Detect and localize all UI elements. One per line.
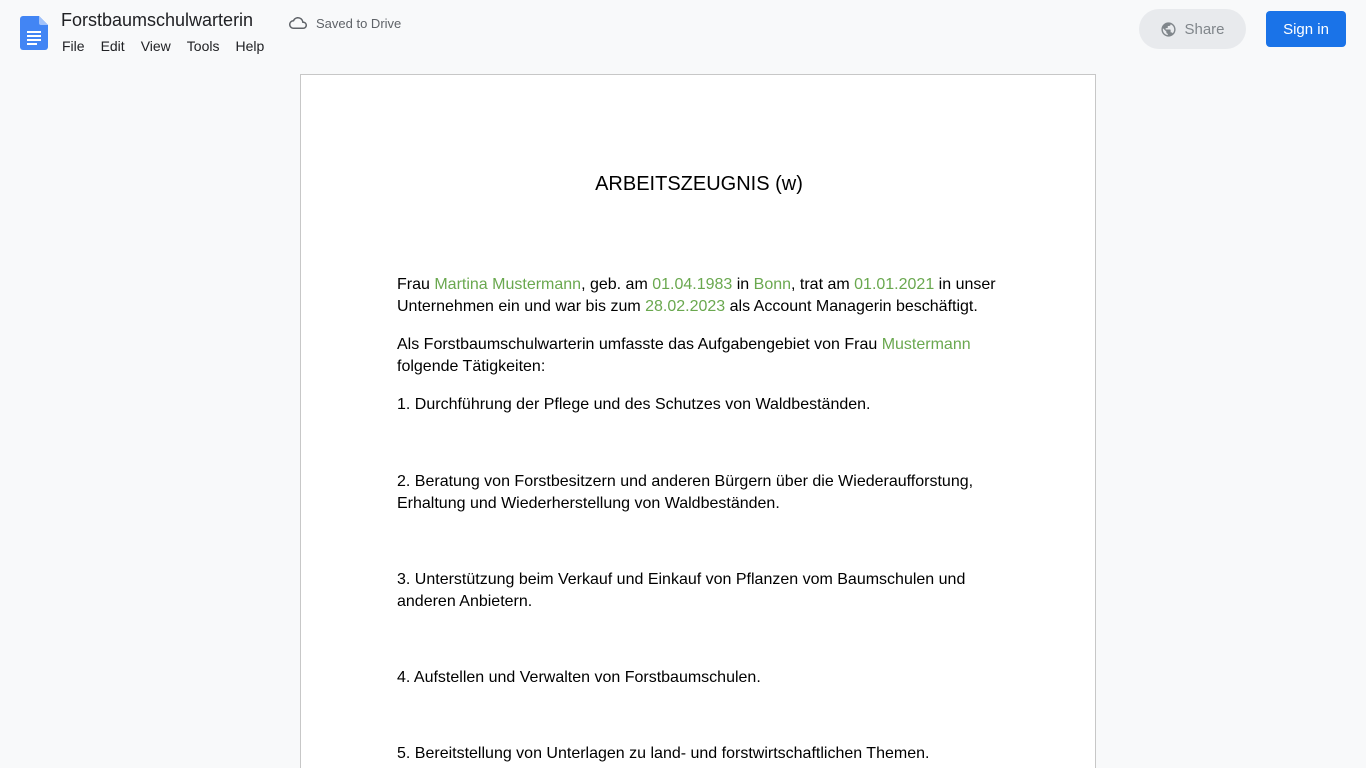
app-header xyxy=(0,0,1366,64)
intro-paragraph xyxy=(397,274,1007,318)
menu-help[interactable]: Help xyxy=(235,38,265,54)
task-item-5: 5. Bereitstellung von Unterlagen zu land- und forstwirtschaftlichen Themen. xyxy=(397,745,930,762)
intro-text: als Account Managerin beschäftigt. xyxy=(725,298,978,315)
start-date: 01.01.2021 xyxy=(854,276,935,293)
globe-icon xyxy=(1160,21,1177,38)
birth-date: 01.04.1983 xyxy=(652,276,733,293)
task-item-4: 4. Aufstellen und Verwalten von Forstbaumschulen. xyxy=(397,669,761,686)
menu-tools[interactable]: Tools xyxy=(186,38,220,54)
employee-surname: Mustermann xyxy=(881,336,971,353)
employee-name: Martina Mustermann xyxy=(434,276,582,293)
sign-in-button[interactable]: Sign in xyxy=(1266,11,1346,47)
document-heading: ARBEITSZEUGNIS (w) xyxy=(595,173,803,195)
document-title[interactable]: Forstbaumschulwarterin xyxy=(61,10,254,30)
saved-status-label: Saved to Drive xyxy=(316,15,402,31)
intro-text: , trat am xyxy=(791,276,855,293)
task-item-2: 2. Beratung von Forstbesitzern und anderen Bürgern über die Wiederaufforstung, Erhaltung und Wiederherstellung von Waldbeständen. xyxy=(397,473,974,512)
tasks-intro-text: folgende Tätigkeiten: xyxy=(397,358,546,375)
menu-edit[interactable]: Edit xyxy=(100,38,125,54)
menu-file[interactable]: File xyxy=(62,38,85,54)
document-page[interactable] xyxy=(300,74,1096,768)
menu-bar xyxy=(54,36,272,56)
menu-view[interactable]: View xyxy=(140,38,171,54)
intro-text: in unser Unternehmen ein und war bis zum xyxy=(397,276,996,315)
google-docs-icon[interactable] xyxy=(20,16,48,50)
intro-text: Frau xyxy=(397,276,435,293)
intro-text: in xyxy=(732,276,754,293)
tasks-intro-text: Als Forstbaumschulwarterin umfasste das Aufgabengebiet von Frau xyxy=(397,336,882,353)
task-item-3: 3. Unterstützung beim Verkauf und Einkauf von Pflanzen vom Baumschulen und anderen Anbietern. xyxy=(397,571,966,610)
share-button-label: Share xyxy=(1184,20,1225,38)
saved-status xyxy=(288,14,401,32)
intro-text: , geb. am xyxy=(581,276,653,293)
task-item-1: 1. Durchführung der Pflege und des Schutzes von Waldbeständen. xyxy=(397,396,871,413)
share-button[interactable] xyxy=(1139,9,1246,49)
birth-place: Bonn xyxy=(753,276,792,293)
cloud-done-icon xyxy=(288,14,308,32)
end-date: 28.02.2023 xyxy=(645,298,726,315)
tasks-intro-paragraph xyxy=(397,334,1007,378)
